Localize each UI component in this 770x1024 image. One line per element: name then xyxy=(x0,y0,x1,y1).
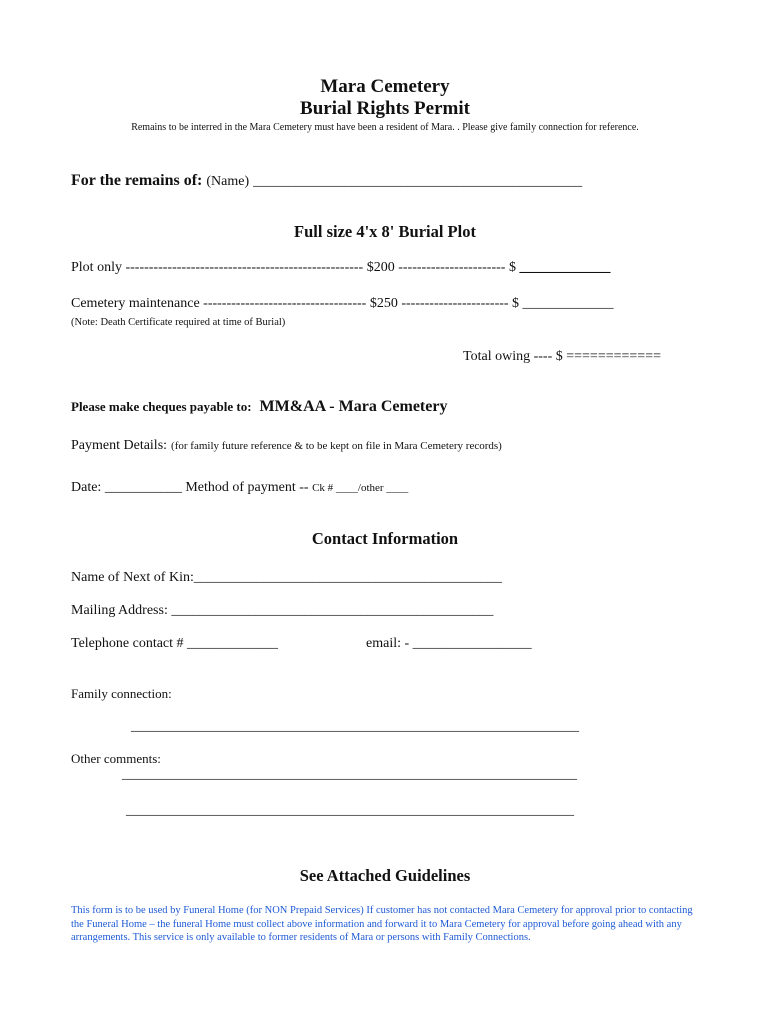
mailing-address-field[interactable]: Mailing Address: ______________________________________________ xyxy=(71,603,494,618)
death-certificate-note: (Note: Death Certificate required at time of Burial) xyxy=(71,317,286,328)
next-of-kin-field[interactable]: Name of Next of Kin:____________________________________________ xyxy=(71,570,502,585)
other-comments-field-1[interactable]: _________________________________________________________________ xyxy=(122,767,577,782)
contact-heading: Contact Information xyxy=(311,529,459,548)
date-method-text[interactable]: Date: ___________ Method of payment -- xyxy=(71,480,313,495)
email-field[interactable]: email: - _________________ xyxy=(366,636,532,651)
plot-only-amount-field[interactable]: _____________ xyxy=(519,260,611,275)
other-comments-label: Other comments: xyxy=(71,751,161,766)
form-subtitle-title: Burial Rights Permit xyxy=(300,98,470,119)
family-connection-field[interactable]: ________________________________________________________________ xyxy=(131,719,579,734)
maintenance-row[interactable]: Cemetery maintenance ----------------------------------- $250 ----------------------- $ _____________ xyxy=(71,296,614,311)
plot-only-row xyxy=(71,260,610,276)
payment-details-label: Payment Details: xyxy=(71,438,168,453)
funeral-home-note: This form is to be used by Funeral Home (for NON Prepaid Services) If customer has not contacted Mara Cemetery for approval prior to contacting the Funeral Home – the funeral Home must collect above information and forward it to Mara Cemetery for approval before going ahead with any arrangements. This service is only available to former residents of Mara or persons with Family Connections. xyxy=(71,905,693,943)
payable-row xyxy=(71,398,447,416)
form-title: Mara Cemetery xyxy=(320,76,450,97)
payment-details-note: (for family future reference & to be kept on file in Mara Cemetery records) xyxy=(171,440,502,452)
total-owing-row[interactable]: Total owing ---- $ ============ xyxy=(463,349,661,364)
remains-row xyxy=(71,172,582,190)
family-connection-label: Family connection: xyxy=(71,686,172,701)
cheque-other-field[interactable]: Ck # ____/other ____ xyxy=(312,482,409,494)
other-comments-field-2[interactable]: ________________________________________________________________ xyxy=(126,803,574,818)
residency-note: Remains to be interred in the Mara Cemetery must have been a resident of Mara. . Please give family connection for reference. xyxy=(131,122,639,133)
remains-name-field[interactable]: _______________________________________________ xyxy=(253,174,583,189)
payable-value: MM&AA - Mara Cemetery xyxy=(259,398,448,415)
telephone-field[interactable]: Telephone contact # _____________ xyxy=(71,636,279,651)
plot-only-text: Plot only --------------------------------------------------- $200 ----------------------- $ xyxy=(71,260,520,275)
plot-heading: Full size 4'x 8' Burial Plot xyxy=(294,222,476,241)
remains-name-hint: (Name) xyxy=(206,174,250,189)
payable-label: Please make cheques payable to: xyxy=(71,399,252,414)
payment-details-row xyxy=(71,436,502,454)
payment-date-row[interactable] xyxy=(71,478,408,496)
remains-label: For the remains of: xyxy=(71,172,203,189)
guidelines-heading: See Attached Guidelines xyxy=(299,866,471,885)
